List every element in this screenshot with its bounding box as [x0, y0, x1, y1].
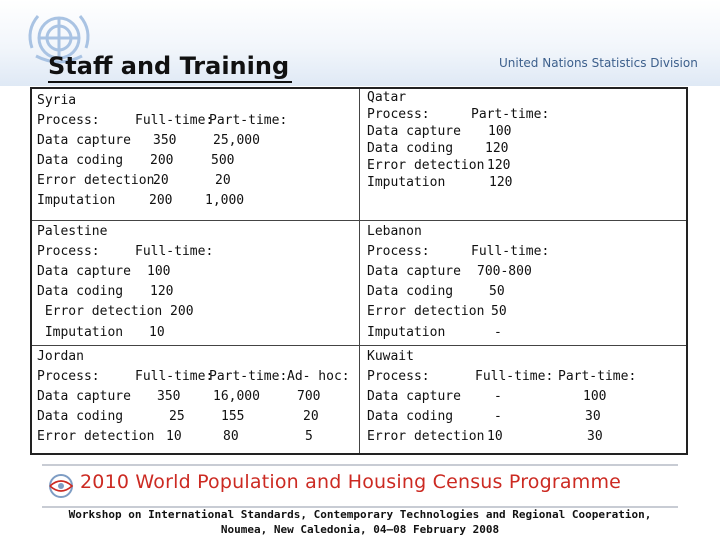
part-time-value: 120 — [489, 175, 513, 190]
ad-hoc-value: 5 — [305, 429, 313, 444]
column-header: Process: — [367, 244, 430, 259]
full-time-value: 50 — [489, 284, 505, 299]
full-time-value: 700-800 — [477, 264, 532, 279]
column-header: Process: — [367, 369, 430, 384]
full-time-value: - — [494, 389, 502, 404]
palestine-cell — [37, 222, 357, 343]
full-time-value: 50 — [491, 304, 507, 319]
workshop-footnote — [0, 507, 720, 537]
table-column-divider — [359, 89, 360, 453]
part-time-value: 155 — [221, 409, 245, 424]
ad-hoc-value: 700 — [297, 389, 321, 404]
country-name: Lebanon — [367, 224, 422, 239]
full-time-value: 10 — [149, 325, 165, 340]
full-time-value: 10 — [487, 429, 503, 444]
column-header: Full-time: — [471, 244, 550, 259]
part-time-value: 30 — [587, 429, 603, 444]
part-time-value: 100 — [488, 124, 512, 139]
full-time-value: 120 — [150, 284, 174, 299]
part-time-value: 120 — [487, 158, 511, 173]
process-label: Error detection 200 — [37, 304, 194, 319]
part-time-value: 25,000 — [213, 133, 260, 148]
process-label: Data capture — [367, 264, 461, 279]
column-header: Full-time: — [475, 369, 554, 384]
part-time-value: 100 — [583, 389, 607, 404]
full-time-value: - — [494, 409, 502, 424]
country-name: Jordan — [37, 349, 84, 364]
process-label: Data coding — [37, 284, 124, 299]
column-header: Part-time: — [471, 107, 550, 122]
country-name: Palestine — [37, 224, 108, 239]
process-label: Data coding — [367, 141, 454, 156]
column-header: Process: — [37, 244, 100, 259]
column-header: Process: — [367, 107, 430, 122]
process-label: Data capture — [367, 389, 461, 404]
table-row-divider — [32, 345, 686, 346]
column-header: Ad- hoc: — [287, 369, 350, 384]
column-header: Part-time: — [209, 113, 288, 128]
process-label: Data capture — [37, 133, 131, 148]
process-label: Error detection — [367, 429, 485, 444]
part-time-value: 20 — [215, 173, 231, 188]
table-row-divider — [32, 220, 686, 221]
kuwait-cell — [367, 347, 667, 447]
part-time-value: 500 — [211, 153, 235, 168]
process-label: Data coding — [37, 409, 124, 424]
process-label: Error detection — [367, 304, 485, 319]
full-time-value: 20 — [153, 173, 169, 188]
process-label: Imputation — [367, 325, 446, 340]
process-label: Error detection — [37, 429, 155, 444]
syria-cell — [37, 91, 357, 211]
jordan-cell — [37, 347, 357, 447]
process-label: Error detection — [37, 173, 155, 188]
full-time-value: 200 — [149, 193, 173, 208]
part-time-value: 16,000 — [213, 389, 260, 404]
full-time-value: - — [494, 325, 502, 340]
org-name: United Nations Statistics Division — [499, 56, 698, 70]
census-globe-icon — [46, 472, 76, 500]
lebanon-cell — [367, 222, 677, 343]
full-time-value: 100 — [147, 264, 171, 279]
column-header: Part-time: — [209, 369, 288, 384]
country-name: Qatar — [367, 90, 407, 105]
process-label: Data capture — [37, 389, 131, 404]
title-underline — [48, 81, 292, 83]
full-time-value: 350 — [157, 389, 181, 404]
process-label: Data capture — [367, 124, 461, 139]
process-label: Data capture — [37, 264, 131, 279]
column-header: Process: — [37, 369, 100, 384]
process-label: Data coding — [367, 409, 454, 424]
process-label: Imputation — [37, 193, 116, 208]
qatar-cell — [367, 89, 667, 191]
part-time-value: 30 — [585, 409, 601, 424]
process-label: Error detection — [367, 158, 485, 173]
full-time-value: 10 — [166, 429, 182, 444]
column-header: Part-time: — [558, 369, 637, 384]
process-label: Data coding — [37, 153, 124, 168]
part-time-value: 1,000 — [205, 193, 245, 208]
part-time-value: 80 — [223, 429, 239, 444]
census-banner — [42, 464, 678, 508]
census-banner-text: 2010 World Population and Housing Census Programme — [80, 471, 622, 493]
full-time-value: 25 — [169, 409, 185, 424]
process-label: Imputation — [367, 175, 446, 190]
process-label: Imputation — [37, 325, 124, 340]
part-time-value: 120 — [485, 141, 509, 156]
footnote-line-1: Workshop on International Standards, Contemporary Technologies and Regional Cooperation, — [68, 508, 652, 521]
column-header: Process: — [37, 113, 100, 128]
full-time-value: 350 — [153, 133, 177, 148]
process-label: Data coding — [367, 284, 454, 299]
page-title: Staff and Training — [48, 52, 290, 80]
footnote-line-2: Noumea, New Caledonia, 04–08 February 2008 — [220, 523, 500, 536]
country-name: Kuwait — [367, 349, 414, 364]
ad-hoc-value: 20 — [303, 409, 319, 424]
full-time-value: 200 — [150, 153, 174, 168]
country-name: Syria — [37, 93, 77, 108]
column-header: Full-time: — [135, 369, 214, 384]
column-header: Full-time: — [135, 244, 214, 259]
column-header: Full-time: — [135, 113, 214, 128]
